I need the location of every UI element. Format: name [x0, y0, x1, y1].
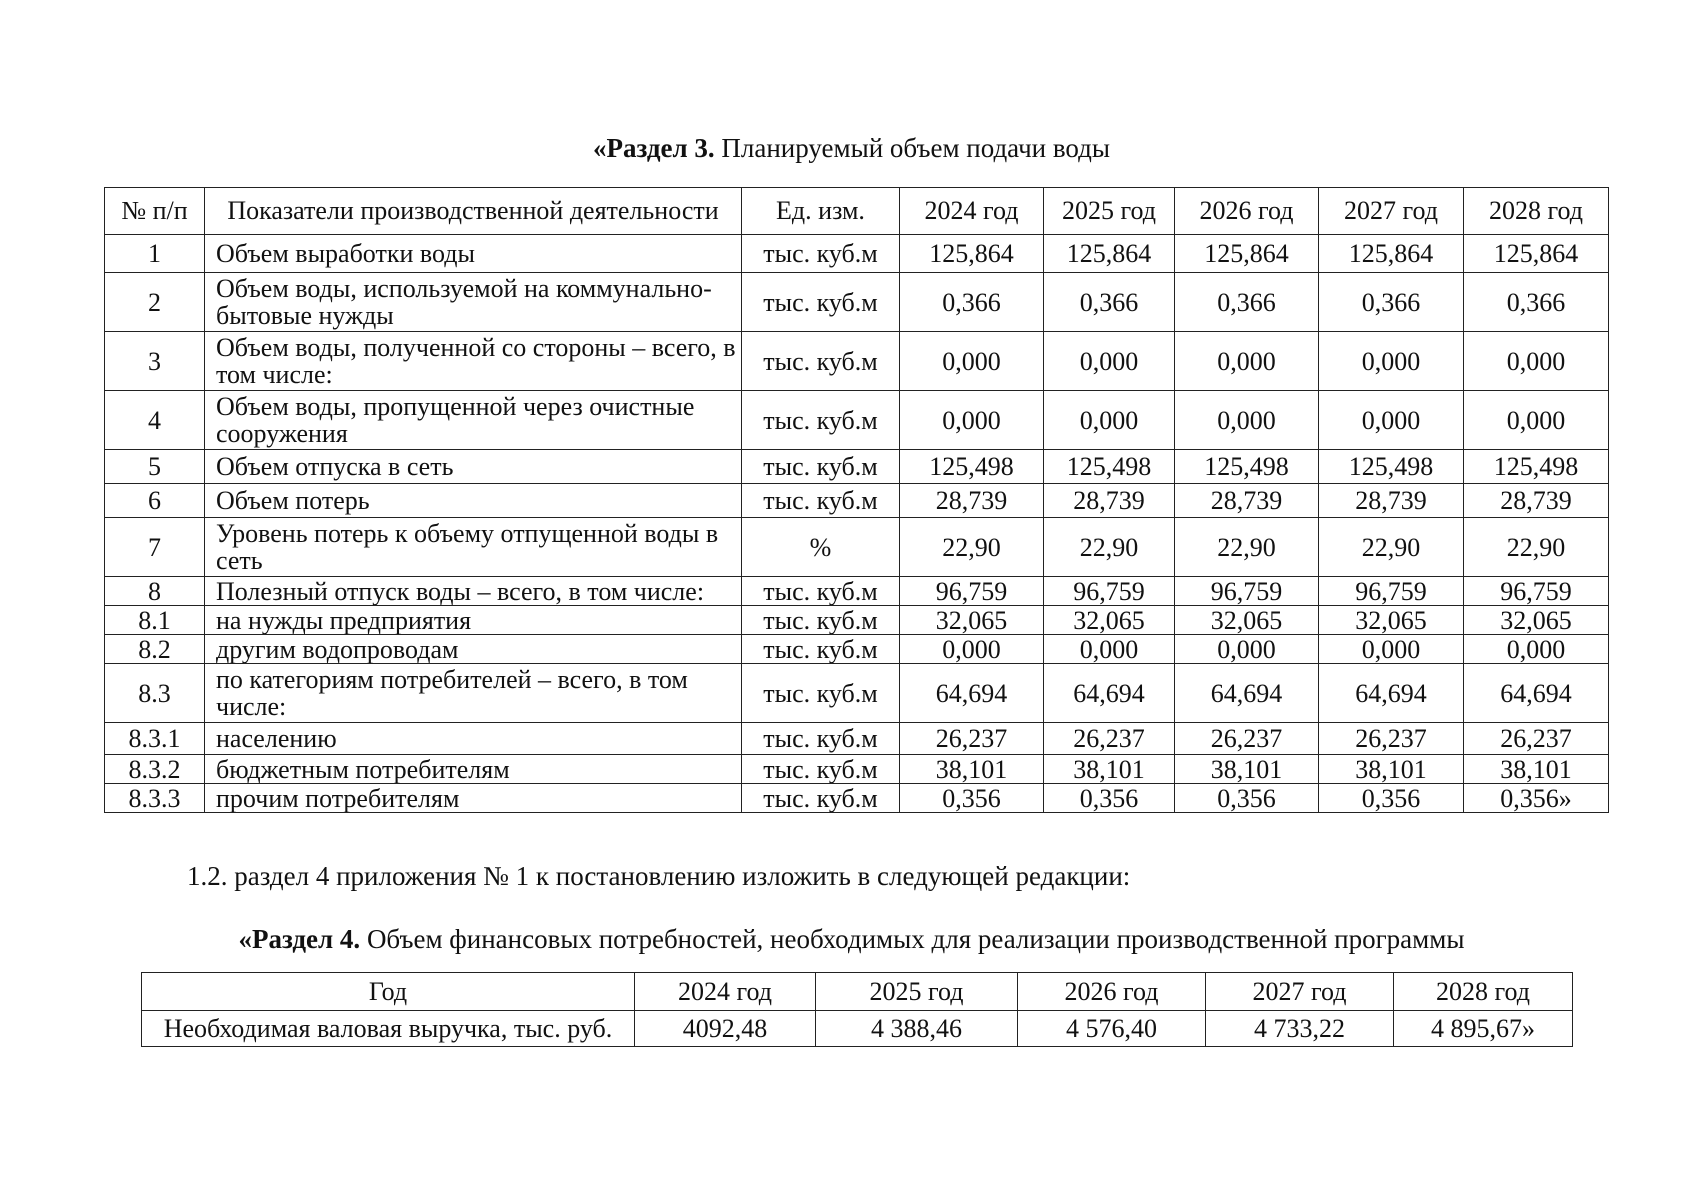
value-cell-2026: 22,90	[1175, 518, 1319, 577]
value-cell-2026: 26,237	[1175, 723, 1319, 755]
table-row	[105, 755, 1609, 784]
value-cell-2026: 96,759	[1175, 577, 1319, 606]
value-cell-2025: 0,000	[1044, 391, 1175, 450]
value-cell-2024: 0,366	[900, 273, 1044, 332]
value-cell-2026: 0,366	[1175, 273, 1319, 332]
unit-cell: тыс. куб.м	[742, 273, 900, 332]
value-cell-2025: 125,498	[1044, 450, 1175, 484]
section3-title	[0, 132, 1703, 164]
table-row	[105, 235, 1609, 273]
row-number: 8.3.2	[105, 755, 205, 784]
value-cell-2028: 96,759	[1464, 577, 1609, 606]
value-cell-2025: 38,101	[1044, 755, 1175, 784]
indicator-name: Объем выработки воды	[205, 235, 742, 273]
value-cell-2026: 125,498	[1175, 450, 1319, 484]
value-cell-2028: 0,000	[1464, 391, 1609, 450]
value-cell-2025: 28,739	[1044, 484, 1175, 518]
header-year-2027: 2027 год	[1206, 973, 1394, 1011]
revenue-value-2027: 4 733,22	[1206, 1011, 1394, 1047]
value-cell-2028: 0,000	[1464, 635, 1609, 664]
header-year-label: Год	[142, 973, 635, 1011]
table-row	[105, 332, 1609, 391]
value-cell-2027: 26,237	[1319, 723, 1464, 755]
value-cell-2024: 125,864	[900, 235, 1044, 273]
unit-cell: %	[742, 518, 900, 577]
section4-title	[0, 923, 1703, 955]
row-number: 4	[105, 391, 205, 450]
amendment-paragraph: 1.2. раздел 4 приложения № 1 к постановлению изложить в следующей редакции:	[187, 861, 1131, 891]
header-year-2024: 2024 год	[900, 188, 1044, 235]
revenue-value-2028: 4 895,67»	[1394, 1011, 1573, 1047]
value-cell-2027: 38,101	[1319, 755, 1464, 784]
indicator-name: Уровень потерь к объему отпущенной воды в сеть	[205, 518, 742, 577]
unit-cell: тыс. куб.м	[742, 723, 900, 755]
value-cell-2024: 26,237	[900, 723, 1044, 755]
value-cell-2027: 28,739	[1319, 484, 1464, 518]
header-year-2027: 2027 год	[1319, 188, 1464, 235]
value-cell-2027: 64,694	[1319, 664, 1464, 723]
value-cell-2028: 32,065	[1464, 606, 1609, 635]
unit-cell: тыс. куб.м	[742, 664, 900, 723]
value-cell-2026: 0,000	[1175, 332, 1319, 391]
row-number: 7	[105, 518, 205, 577]
value-cell-2027: 125,864	[1319, 235, 1464, 273]
value-cell-2026: 64,694	[1175, 664, 1319, 723]
value-cell-2028: 28,739	[1464, 484, 1609, 518]
indicator-name: Объем отпуска в сеть	[205, 450, 742, 484]
value-cell-2027: 0,356	[1319, 784, 1464, 813]
value-cell-2024: 22,90	[900, 518, 1044, 577]
header-num: № п/п	[105, 188, 205, 235]
unit-cell: тыс. куб.м	[742, 332, 900, 391]
table-row	[105, 606, 1609, 635]
value-cell-2028: 22,90	[1464, 518, 1609, 577]
indicator-name: прочим потребителям	[205, 784, 742, 813]
value-cell-2027: 0,000	[1319, 391, 1464, 450]
value-cell-2028: 125,864	[1464, 235, 1609, 273]
value-cell-2024: 38,101	[900, 755, 1044, 784]
row-number: 2	[105, 273, 205, 332]
indicator-name: Объем воды, пропущенной через очистные сооружения	[205, 391, 742, 450]
value-cell-2027: 0,366	[1319, 273, 1464, 332]
table-row	[105, 723, 1609, 755]
indicator-name: Объем воды, полученной со стороны – всего, в том числе:	[205, 332, 742, 391]
revenue-label: Необходимая валовая выручка, тыс. руб.	[142, 1011, 635, 1047]
value-cell-2024: 0,000	[900, 332, 1044, 391]
section4-title-bold: «Раздел 4.	[238, 924, 361, 954]
value-cell-2024: 0,000	[900, 391, 1044, 450]
section4-table	[141, 972, 1573, 1047]
value-cell-2027: 22,90	[1319, 518, 1464, 577]
section3-title-text: Планируемый объем подачи воды	[714, 133, 1111, 163]
unit-cell: тыс. куб.м	[742, 606, 900, 635]
value-cell-2024: 0,356	[900, 784, 1044, 813]
unit-cell: тыс. куб.м	[742, 235, 900, 273]
value-cell-2026: 0,356	[1175, 784, 1319, 813]
unit-cell: тыс. куб.м	[742, 635, 900, 664]
value-cell-2024: 0,000	[900, 635, 1044, 664]
header-year-2025: 2025 год	[1044, 188, 1175, 235]
header-year-2028: 2028 год	[1394, 973, 1573, 1011]
indicator-name: Полезный отпуск воды – всего, в том числе:	[205, 577, 742, 606]
row-number: 5	[105, 450, 205, 484]
value-cell-2028: 0,356»	[1464, 784, 1609, 813]
value-cell-2025: 32,065	[1044, 606, 1175, 635]
header-year-2024: 2024 год	[635, 973, 816, 1011]
section3-table-body	[105, 235, 1609, 813]
value-cell-2026: 32,065	[1175, 606, 1319, 635]
value-cell-2027: 96,759	[1319, 577, 1464, 606]
table-row	[105, 484, 1609, 518]
unit-cell: тыс. куб.м	[742, 484, 900, 518]
header-year-2028: 2028 год	[1464, 188, 1609, 235]
revenue-value-2026: 4 576,40	[1018, 1011, 1206, 1047]
table-row	[105, 273, 1609, 332]
row-number: 6	[105, 484, 205, 518]
value-cell-2028: 0,000	[1464, 332, 1609, 391]
value-cell-2026: 38,101	[1175, 755, 1319, 784]
table-row	[105, 784, 1609, 813]
value-cell-2028: 125,498	[1464, 450, 1609, 484]
indicator-name: на нужды предприятия	[205, 606, 742, 635]
value-cell-2025: 0,000	[1044, 635, 1175, 664]
value-cell-2025: 0,356	[1044, 784, 1175, 813]
row-number: 1	[105, 235, 205, 273]
value-cell-2026: 125,864	[1175, 235, 1319, 273]
unit-cell: тыс. куб.м	[742, 450, 900, 484]
table-row	[105, 391, 1609, 450]
value-cell-2028: 64,694	[1464, 664, 1609, 723]
indicator-name: бюджетным потребителям	[205, 755, 742, 784]
row-number: 3	[105, 332, 205, 391]
section4-revenue-row	[142, 1011, 1573, 1047]
value-cell-2026: 0,000	[1175, 391, 1319, 450]
value-cell-2025: 64,694	[1044, 664, 1175, 723]
header-year-2026: 2026 год	[1018, 973, 1206, 1011]
value-cell-2024: 28,739	[900, 484, 1044, 518]
row-number: 8.3	[105, 664, 205, 723]
row-number: 8	[105, 577, 205, 606]
indicator-name: населению	[205, 723, 742, 755]
table-row	[105, 635, 1609, 664]
row-number: 8.2	[105, 635, 205, 664]
row-number: 8.3.1	[105, 723, 205, 755]
header-year-2025: 2025 год	[816, 973, 1018, 1011]
unit-cell: тыс. куб.м	[742, 577, 900, 606]
value-cell-2024: 32,065	[900, 606, 1044, 635]
unit-cell: тыс. куб.м	[742, 391, 900, 450]
value-cell-2027: 32,065	[1319, 606, 1464, 635]
value-cell-2025: 96,759	[1044, 577, 1175, 606]
value-cell-2026: 28,739	[1175, 484, 1319, 518]
value-cell-2024: 125,498	[900, 450, 1044, 484]
value-cell-2027: 0,000	[1319, 332, 1464, 391]
value-cell-2027: 125,498	[1319, 450, 1464, 484]
section3-title-bold: «Раздел 3.	[592, 133, 715, 163]
unit-cell: тыс. куб.м	[742, 755, 900, 784]
indicator-name: Объем воды, используемой на коммунально-бытовые нужды	[205, 273, 742, 332]
row-number: 8.3.3	[105, 784, 205, 813]
value-cell-2026: 0,000	[1175, 635, 1319, 664]
section4-title-text: Объем финансовых потребностей, необходимых для реализации производственной программы	[360, 924, 1465, 954]
indicator-name: другим водопроводам	[205, 635, 742, 664]
value-cell-2025: 26,237	[1044, 723, 1175, 755]
header-unit: Ед. изм.	[742, 188, 900, 235]
value-cell-2028: 26,237	[1464, 723, 1609, 755]
section4-header-row	[142, 973, 1573, 1011]
value-cell-2027: 0,000	[1319, 635, 1464, 664]
row-number: 8.1	[105, 606, 205, 635]
header-indicator: Показатели производственной деятельности	[205, 188, 742, 235]
table-row	[105, 518, 1609, 577]
revenue-value-2024: 4092,48	[635, 1011, 816, 1047]
table-row	[105, 577, 1609, 606]
table-row	[105, 664, 1609, 723]
indicator-name: Объем потерь	[205, 484, 742, 518]
value-cell-2025: 0,366	[1044, 273, 1175, 332]
value-cell-2028: 0,366	[1464, 273, 1609, 332]
value-cell-2025: 125,864	[1044, 235, 1175, 273]
value-cell-2024: 64,694	[900, 664, 1044, 723]
indicator-name: по категориям потребителей – всего, в том числе:	[205, 664, 742, 723]
header-year-2026: 2026 год	[1175, 188, 1319, 235]
value-cell-2025: 0,000	[1044, 332, 1175, 391]
section3-header-row	[105, 188, 1609, 235]
revenue-value-2025: 4 388,46	[816, 1011, 1018, 1047]
value-cell-2025: 22,90	[1044, 518, 1175, 577]
section3-table	[104, 187, 1609, 813]
unit-cell: тыс. куб.м	[742, 784, 900, 813]
table-row	[105, 450, 1609, 484]
value-cell-2024: 96,759	[900, 577, 1044, 606]
value-cell-2028: 38,101	[1464, 755, 1609, 784]
